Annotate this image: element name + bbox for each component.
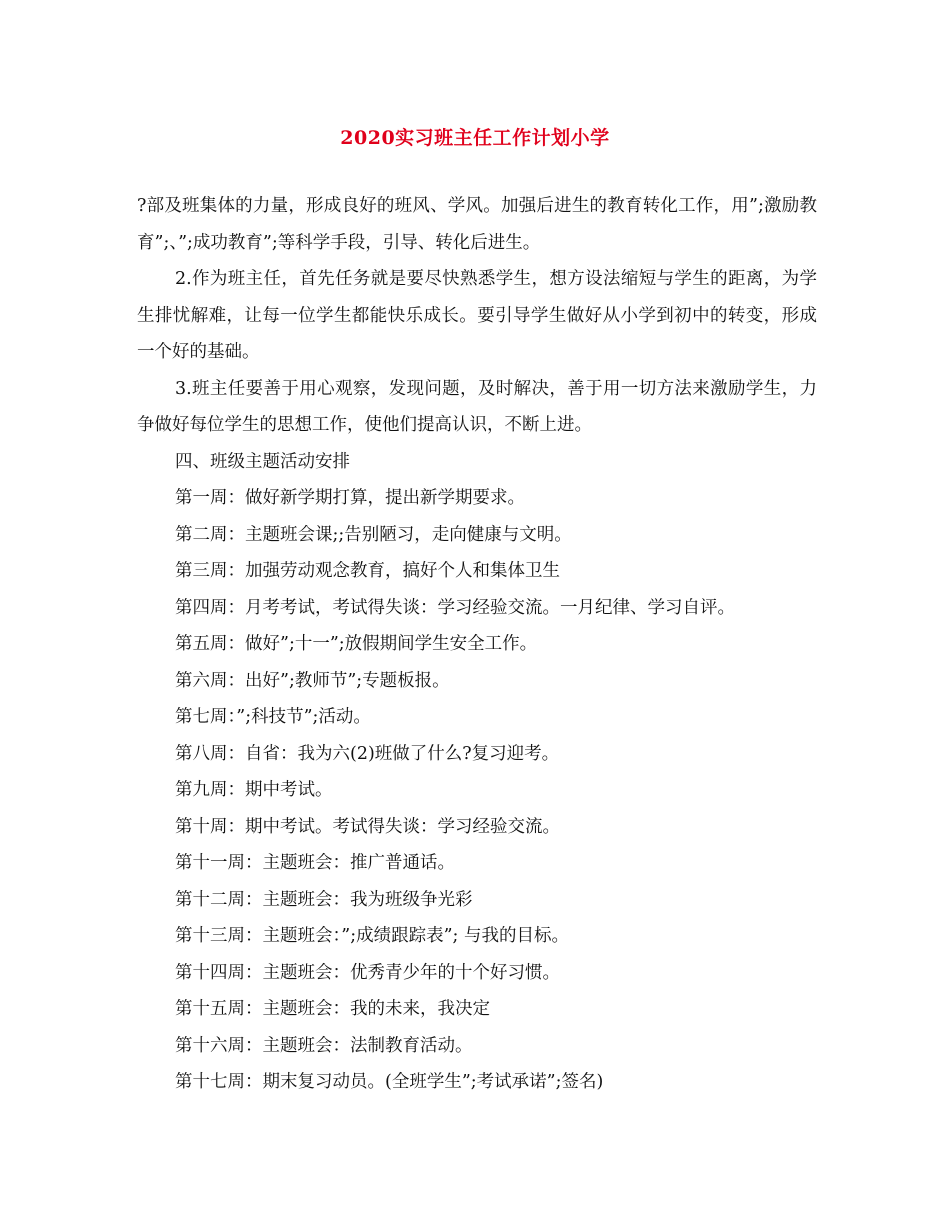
- week-item: 第八周：自省：我为六(2)班做了什么?复习迎考。: [175, 743, 560, 764]
- week-item: 第二周：主题班会课;;告别陋习，走向健康与文明。: [175, 524, 572, 545]
- week-item: 第十一周：主题班会：推广普通话。: [175, 853, 455, 873]
- section-heading: 四、班级主题活动安排: [175, 451, 350, 472]
- paragraph-1: ?部及班集体的力量，形成良好的班风、学风。加强后进生的教育转化工作，用”;激励教育”;、”;成功教育”;等科学手段，引导、转化后进生。: [137, 196, 817, 253]
- week-item: 第十五周：主题班会：我的未来，我决定: [175, 999, 490, 1019]
- week-item: 第九周：期中考试。: [175, 780, 333, 800]
- paragraph-3: 3.班主任要善于用心观察，发现问题，及时解决，善于用一切方法来激励学生，力争做好每位学生的思想工作，使他们提高认识，不断上进。: [137, 378, 817, 435]
- week-item: 第十二周：主题班会：我为班级争光彩: [175, 889, 473, 910]
- week-item: 第十七周：期末复习动员。(全班学生”;考试承诺”;签名): [175, 1072, 604, 1092]
- week-item: 第十三周：主题班会：”;成绩跟踪表”; 与我的目标。: [175, 926, 569, 946]
- week-item: 第七周：”;科技节”;活动。: [175, 707, 371, 727]
- paragraph-2: 2.作为班主任，首先任务就是要尽快熟悉学生，想方设法缩短与学生的距离，为学生排忧解难，让每一位学生都能快乐成长。要引导学生做好从小学到初中的转变，形成一个好的基础。: [137, 269, 817, 362]
- document-body: [137, 188, 817, 1101]
- week-item: 第十六周：主题班会：法制教育活动。: [175, 1035, 473, 1056]
- week-item: 第十四周：主题班会：优秀青少年的十个好习惯。: [175, 962, 560, 983]
- week-item: 第三周：加强劳动观念教育，搞好个人和集体卫生: [175, 561, 560, 581]
- week-item: 第一周：做好新学期打算，提出新学期要求。: [175, 488, 525, 508]
- week-item: 第五周：做好”;十一”;放假期间学生安全工作。: [175, 634, 538, 654]
- week-item: 第四周：月考考试，考试得失谈：学习经验交流。一月纪律、学习自评。: [175, 597, 735, 618]
- week-item: 第六周：出好”;教师节”;专题板报。: [175, 670, 450, 691]
- document-title: 2020实习班主任工作计划小学: [340, 127, 610, 149]
- week-item: 第十周：期中考试。考试得失谈：学习经验交流。: [175, 816, 560, 837]
